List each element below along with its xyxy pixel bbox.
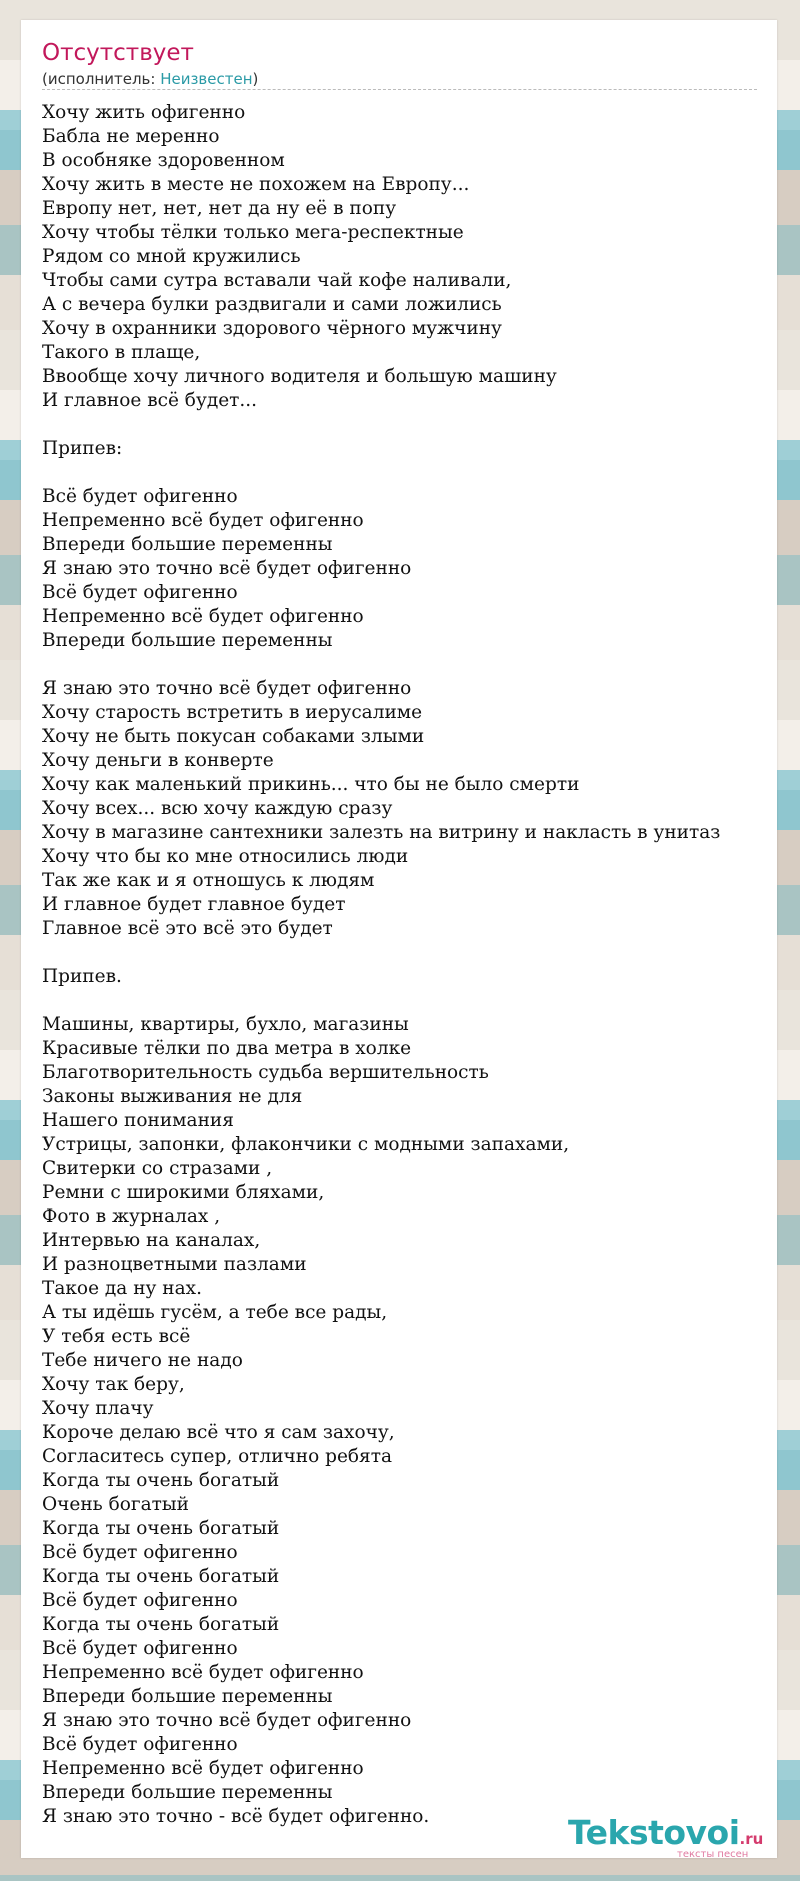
lyric-line: Хочу деньги в конверте — [42, 750, 274, 771]
lyric-line: Хочу чтобы тёлки только мега-респектные — [42, 222, 464, 243]
lyric-line: Впереди большие переменны — [42, 1686, 333, 1707]
lyric-line: Нашего понимания — [42, 1110, 234, 1131]
lyric-line: Хочу жить офигенно — [42, 102, 246, 123]
lyric-line: Хочу так беру, — [42, 1374, 185, 1395]
lyric-line: Хочу плачу — [42, 1398, 154, 1419]
lyric-line: Припев. — [42, 966, 122, 987]
lyric-line: Фото в журналах , — [42, 1206, 221, 1227]
lyric-line: Рядом со мной кружились — [42, 246, 301, 267]
lyric-line: Я знаю это точно всё будет офигенно — [42, 678, 412, 699]
lyric-line: Хочу как маленький прикинь... что бы не было смерти — [42, 774, 580, 795]
artist-prefix: (исполнитель: — [42, 70, 161, 88]
lyric-line: Я знаю это точно всё будет офигенно — [42, 558, 412, 579]
lyrics-text — [42, 101, 792, 1829]
lyric-line: Когда ты очень богатый — [42, 1518, 280, 1539]
lyric-line: Когда ты очень богатый — [42, 1566, 280, 1587]
lyric-line: У тебя есть всё — [42, 1326, 191, 1347]
lyric-line: Непременно всё будет офигенно — [42, 1662, 364, 1683]
lyric-line: Хочу не быть покусан собаками злыми — [42, 726, 425, 747]
lyric-blank-line — [42, 413, 792, 437]
artist-link[interactable]: Неизвестен — [160, 70, 253, 88]
lyric-line: Хочу что бы ко мне относились люди — [42, 846, 409, 867]
lyric-line: Ввообще хочу личного водителя и большую машину — [42, 366, 557, 387]
lyric-line: Европу нет, нет, нет да ну её в попу — [42, 198, 397, 219]
lyric-line: Устрицы, запонки, флакончики с модными запахами, — [42, 1134, 570, 1155]
lyric-line: Впереди большие переменны — [42, 1782, 333, 1803]
lyric-line: Чтобы сами сутра вставали чай кофе наливали, — [42, 270, 512, 291]
lyric-line: Когда ты очень богатый — [42, 1470, 280, 1491]
artist-suffix: ) — [252, 70, 259, 88]
lyric-blank-line — [42, 941, 792, 965]
lyric-line: Непременно всё будет офигенно — [42, 510, 364, 531]
lyric-blank-line — [42, 461, 792, 485]
lyric-line: Впереди большие переменны — [42, 534, 333, 555]
lyric-line: Всё будет офигенно — [42, 1734, 238, 1755]
lyric-line: Согласитесь супер, отлично ребята — [42, 1446, 392, 1467]
lyric-line: Хочу старость встретить в иерусалиме — [42, 702, 423, 723]
lyric-line: И главное всё будет... — [42, 390, 258, 411]
lyric-line: Так же как и я отношусь к людям — [42, 870, 375, 891]
lyric-line: Хочу жить в месте не похожем на Европу... — [42, 174, 470, 195]
lyric-line: Непременно всё будет офигенно — [42, 1758, 364, 1779]
lyric-line: Когда ты очень богатый — [42, 1614, 280, 1635]
lyric-line: Всё будет офигенно — [42, 1638, 238, 1659]
lyric-line: Всё будет офигенно — [42, 1590, 238, 1611]
song-title: Отсутствует — [42, 40, 194, 66]
lyric-line: Хочу в магазине сантехники залезть на витрину и накласть в унитаз — [42, 822, 721, 843]
lyric-line: А ты идёшь гусём, а тебе все рады, — [42, 1302, 388, 1323]
lyric-line: Законы выживания не для — [42, 1086, 303, 1107]
lyric-line: Всё будет офигенно — [42, 582, 238, 603]
lyric-line: Такого в плаще, — [42, 342, 201, 363]
lyric-line: Интервью на каналах, — [42, 1230, 261, 1251]
lyric-line: Машины, квартиры, бухло, магазины — [42, 1014, 409, 1035]
lyric-line: Впереди большие переменны — [42, 630, 333, 651]
lyric-line: Очень богатый — [42, 1494, 189, 1515]
lyric-line: Припев: — [42, 438, 123, 459]
lyric-line: И главное будет главное будет — [42, 894, 346, 915]
lyric-line: Хочу в охранники здорового чёрного мужчину — [42, 318, 502, 339]
lyric-line: Всё будет офигенно — [42, 486, 238, 507]
lyric-line: А с вечера булки раздвигали и сами ложились — [42, 294, 502, 315]
lyric-line: Свитерки со стразами , — [42, 1158, 273, 1179]
lyric-blank-line — [42, 989, 792, 1013]
artist-line — [42, 70, 258, 88]
lyric-line: Главное всё это всё это будет — [42, 918, 333, 939]
lyric-line: И разноцветными пазлами — [42, 1254, 307, 1275]
lyric-line: Красивые тёлки по два метра в холке — [42, 1038, 412, 1059]
lyric-line: Я знаю это точно всё будет офигенно — [42, 1710, 412, 1731]
lyric-blank-line — [42, 653, 792, 677]
logo-tagline: тексты песен — [677, 1849, 749, 1860]
lyric-line: Бабла не меренно — [42, 126, 220, 147]
lyric-line: Благотворительность судьба вершительность — [42, 1062, 489, 1083]
lyric-line: Непременно всё будет офигенно — [42, 606, 364, 627]
logo-tld: .ru — [739, 1830, 764, 1848]
logo-name: Tekstovoi — [568, 1813, 740, 1852]
lyric-line: Тебе ничего не надо — [42, 1350, 243, 1371]
lyric-line: Ремни с широкими бляхами, — [42, 1182, 325, 1203]
lyric-line: Такое да ну нах. — [42, 1278, 202, 1299]
lyric-line: Короче делаю всё что я сам захочу, — [42, 1422, 395, 1443]
lyric-line: Я знаю это точно - всё будет офигенно. — [42, 1806, 430, 1827]
lyric-line: Всё будет офигенно — [42, 1542, 238, 1563]
lyric-line: В особняке здоровенном — [42, 150, 285, 171]
lyric-line: Хочу всех... всю хочу каждую сразу — [42, 798, 393, 819]
title-divider — [42, 89, 757, 90]
